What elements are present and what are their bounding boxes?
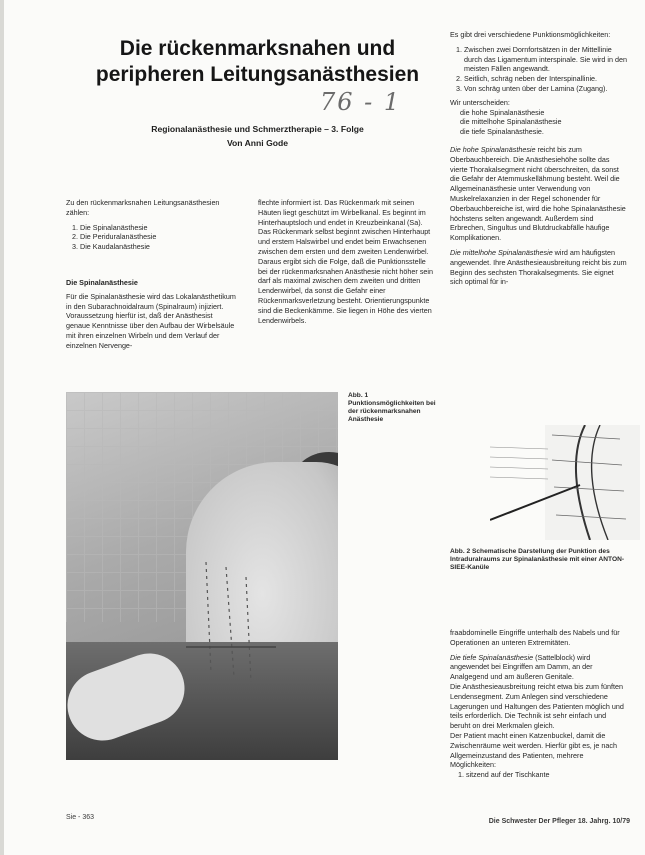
article-subtitle: [60, 122, 455, 150]
col3-paragraph-1: Es gibt drei verschiedene Punktionsmöglichkeiten:: [450, 30, 611, 39]
section-heading: Die Spinalanästhesie: [66, 277, 138, 287]
col3-paragraph-3: [450, 145, 628, 243]
column-2: [258, 198, 434, 330]
handwritten-note: 76 - 1: [320, 88, 402, 116]
col3-paragraph-4: [450, 248, 628, 287]
footer-left: Sie - 363: [66, 814, 95, 821]
term: Die tiefe Spinalanästhesie: [450, 652, 534, 662]
col1-body: Für die Spinalanästhesie wird das Lokalanästhetikum in den Subarachnoidalraum (Spinalraum) injiziert. Voraussetzung hierfür ist, daß der Anästhesist genaue Kenntnisse über den Aufbau der Wirbelsäule mit ihren einzelnen Wirbeln und dem Verlauf der einzelnen Nervenge-: [66, 291, 236, 350]
text: wird am häufigsten angewendet. Ihre Anästhesieausbreitung reicht bis zum Beginn des sechsten Thorakalsegments. Sie eignet sich optimal für in-: [450, 247, 627, 287]
col3-paragraph-8: Der Patient macht einen Katzenbuckel, damit die Zwischenräume weit werden. Hierfür gibt es, je nach Allgemeinzustand des Patienten, mehrere Möglichkeiten:: [450, 730, 617, 770]
col2-paragraph-1: flechte informiert ist. Das Rückenmark mit seinen Häuten liegt geschützt im Wirbelkanal. Es beginnt im Hinterhauptsloch und endet in Kreuzbeinkanal (Sa).: [258, 198, 426, 227]
list-item: 1. Zwischen zwei Dornfortsätzen in der Mittellinie durch das Ligamentum interspinale. Sie wird in den meisten Fällen angewandt.: [464, 45, 628, 74]
list-item: 3. Von schräg unten über der Lamina (Zugang).: [464, 84, 628, 94]
title-line-2: peripheren Leitungsanästhesien: [95, 63, 420, 86]
list-item: die hohe Spinalanästhesie: [460, 107, 545, 117]
col3-last-line: 1. sitzend auf der Tischkante: [458, 770, 550, 780]
title-line-1: Die rückenmarksnahen und: [119, 37, 396, 60]
col1-intro: Zu den rückenmarksnahen Leitungsanästhesien zählen:: [66, 198, 220, 217]
list-item: die tiefe Spinalanästhesie.: [460, 127, 544, 137]
column-3-continued: [450, 628, 628, 785]
list-item: 3. Die Kaudalanästhesie: [80, 242, 236, 252]
list-item: die mittelhohe Spinalanästhesie: [460, 117, 562, 127]
text: (Sattelblock) wird angewendet bei Eingriffen am Damm, an der Analgegend und am äußeren Genitale.: [450, 652, 593, 682]
article-title: [60, 36, 455, 88]
column-3: [450, 30, 628, 292]
term: Die mittelhohe Spinalanästhesie: [450, 247, 553, 257]
page-edge: [0, 0, 4, 855]
col3-paragraph-2: Wir unterscheiden:: [450, 97, 510, 107]
col3-paragraph-5: fraabdominelle Eingriffe unterhalb des Nabels und für Operationen an unteren Extremitäten.: [450, 628, 620, 647]
puncture-marks: [66, 392, 338, 760]
figure-2-caption: Abb. 2 Schematische Darstellung der Punktion des Intraduralraums zur Spinalanästhesie mit einer ANTON-SIEE-Kanüle: [450, 548, 625, 571]
series-label: Regionalanästhesie und Schmerztherapie – 3. Folge: [151, 124, 364, 134]
col3-list: [450, 45, 628, 94]
list-item: 2. Die Periduralanästhesie: [80, 232, 236, 242]
spine-schematic: [490, 425, 640, 540]
figure-2-diagram: [490, 425, 640, 540]
col3-paragraph-6: [450, 653, 628, 682]
figure-1-caption: Abb. 1 Punktionsmöglichkeiten bei der rückenmarksnahen Anästhesie: [348, 392, 436, 423]
text: reicht bis zum Oberbauchbereich. Die Anästhesiehöhe sollte das vierte Thorakalsegment nicht überschreiten, da sonst die Gefahr der Atemmuskellähmung besteht. Weil die Allgemeinanästhesie unter Verwendung von Muskelrelaxanzien in der Regel schonender für Oberbauchbereiche ist, wird die hohe Spinalanästhesie höchstens selten angewandt. Außerdem sind Erbrechen, Singultus und Blutdruckabfälle häufige Komplikationen.: [450, 144, 626, 243]
list-item: 2. Seitlich, schräg neben der Interspinallinie.: [464, 74, 628, 84]
col1-list: [66, 223, 236, 252]
column-1: [66, 198, 236, 356]
term: Die hohe Spinalanästhesie: [450, 144, 536, 154]
author-label: Von Anni Gode: [226, 138, 289, 148]
footer-right: Die Schwester Der Pfleger 18. Jahrg. 10/79: [488, 818, 630, 825]
col3-kinds: [450, 108, 628, 137]
col2-paragraph-2: Das Rückenmark selbst beginnt zwischen Hinterhaupt und erstem Halswirbel und endet beim Erwachsenen zwischen dem ersten und dem zweiten Lendenwirbel. Daraus ergibt sich die Folge, daß die Punktionsstelle bei der rückenmarksnahen Anästhesie nicht höher sein darf als maximal zwischen dem zweiten und dritten Lendenwirbel, da sonst die Gefahr einer Rückenmarksverletzung besteht. Orientierungspunkte sind die Beckenkämme. Sie liegen in Höhe des vierten Lendenwirbels.: [258, 227, 434, 325]
col3-paragraph-7: Die Anästhesieausbreitung reicht etwa bis zum fünften Lendensegment. Zum Anlegen sind verschiedene Lagerungen und Haltungen des Patienten möglich und teils erforderlich. Die Technik ist sehr einfach und beruht on drei Merkmalen gleich.: [450, 681, 624, 731]
figure-1-photo: [66, 392, 338, 760]
list-item: 1. Die Spinalanästhesie: [80, 223, 236, 233]
